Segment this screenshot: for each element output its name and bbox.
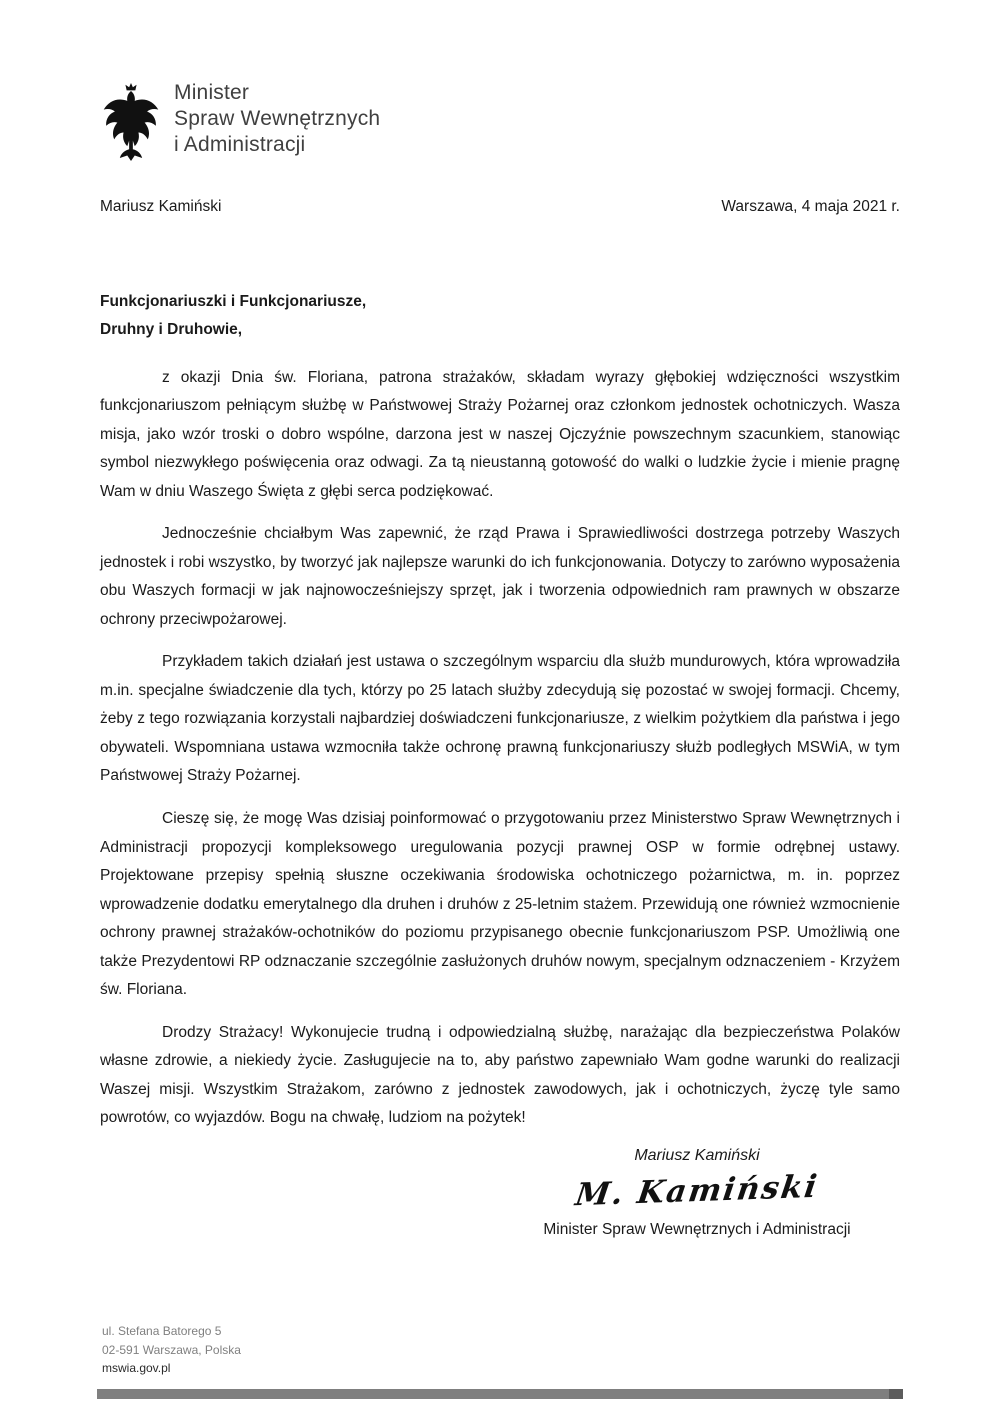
paragraph-2: Jednocześnie chciałbym Was zapewnić, że rząd Prawa i Sprawiedliwości dostrzega potrzeby Waszych jednostek i robi wszystko, by tworzyć jak najlepsze warunki do ich funkcjonowania. Dotyczy to zarówno wyposażenia obu Waszych formacji w jak najnowocześniejszy sprzęt, jak i tworzenia odpowiednich ram prawnych w obszarze ochrony przeciwpożarowej. [100,525,900,628]
ministry-line-3: i Administracji [174,133,306,157]
place-date: Warszawa, 4 maja 2021 r. [721,198,900,215]
ministry-line-1: Minister [174,81,250,104]
paragraph-4: Cieszę się, że mogę Was dzisiaj poinformować o przygotowaniu przez Ministerstwo Spraw Wewnętrznych i Administracji propozycji kompleksowego uregulowania pozycji prawnej OSP w formie odrębnej ustawy. Projektowane przepisy spełnią słuszne oczekiwania środowiska ochotniczego pożarnictwa, m. in. poprzez wprowadzenie dodatku emerytalnego dla druhen i druhów z 25-letnim stażem. Przewidują one również wzmocnienie ochrony prawnej strażaków-ochotników do poziomu przypisanego obecnie funkcjonariuszom PSP. Umożliwią one także Prezydentowi RP odznaczanie szczególnie zasłużonych druhów nowym, specjalnym odznaczeniem - Krzyżem św. Floriana. [100,810,900,999]
letter-body [100,364,900,1133]
ministry-line-2: Spraw Wewnętrznych [174,107,381,131]
footer-website: mswia.gov.pl [102,1361,171,1376]
signature-block [502,1147,892,1239]
sender-name: Mariusz Kamiński [100,198,222,215]
paragraph-1: z okazji Dnia św. Floriana, patrona strażaków, składam wyrazy głębokiej wdzięczności wszystkim funkcjonariuszom pełniącym służbę w Państwowej Straży Pożarnej oraz członkom jednostek ochotniczych. Wasza misja, jako wzór troski o dobro wspólne, darzona jest w naszej Ojczyźnie powszechnym szacunkiem, stanowiąc symbol niezwykłego poświęcenia oraz odwagi. Za tą nieustanną gotowość do walki o ludzkie życie i mienie pragnę Wam w dniu Waszego Święta z głębi serca podziękować. [100,368,900,500]
paragraph-5: Drodzy Strażacy! Wykonujecie trudną i odpowiedzialną służbę, narażając dla bezpieczeństwa Polaków własne zdrowie, a niekiedy życie. Zasługujecie na to, aby państwo zapewniało Wam godne warunki do realizacji Waszej misji. Wszystkim Strażakom, zarówno z jednostek zawodowych, jak i ochotniczych, życzę tyle samo powrotów, co wyjazdów. Bogu na chwałę, ludziom na pożytek! [100,1023,900,1127]
meta-row [100,198,900,216]
footer-address [102,1322,241,1378]
paragraph-3: Przykładem takich działań jest ustawa o szczególnym wsparciu dla służb mundurowych, która wprowadziła m.in. specjalne świadczenie dla tych, którzy po 25 latach służby zdecydują się pozostać w swojej formacji. Chcemy, żeby z tego rozwiązania korzystali najbardziej doświadczeni funkcjonariusze, z wielkim pożytkiem dla państwa i jego obywateli. Wspomniana ustawa wzmocniła także ochronę prawną funkcjonariuszy służb podległych MSWiA, w tym Państwowej Straży Pożarnej. [100,653,900,785]
bottom-divider-bar [97,1389,903,1399]
handwritten-signature: M. Kamiński [573,1168,821,1214]
signature-printed-name: Mariusz Kamiński [634,1146,760,1164]
polish-eagle-coat-of-arms-icon [100,78,162,166]
footer-city: 02-591 Warszawa, Polska [102,1342,241,1357]
salutation [100,288,900,344]
ministry-name [174,78,380,158]
signature-title: Minister Spraw Wewnętrznych i Administracji [543,1220,851,1238]
salutation-line-1: Funkcjonariuszki i Funkcjonariusze, [100,293,367,310]
footer-street: ul. Stefana Batorego 5 [102,1324,222,1338]
letterhead [100,78,900,166]
bottom-bar-end-cap [889,1389,903,1399]
salutation-line-2: Druhny i Druhowie, [100,320,243,338]
